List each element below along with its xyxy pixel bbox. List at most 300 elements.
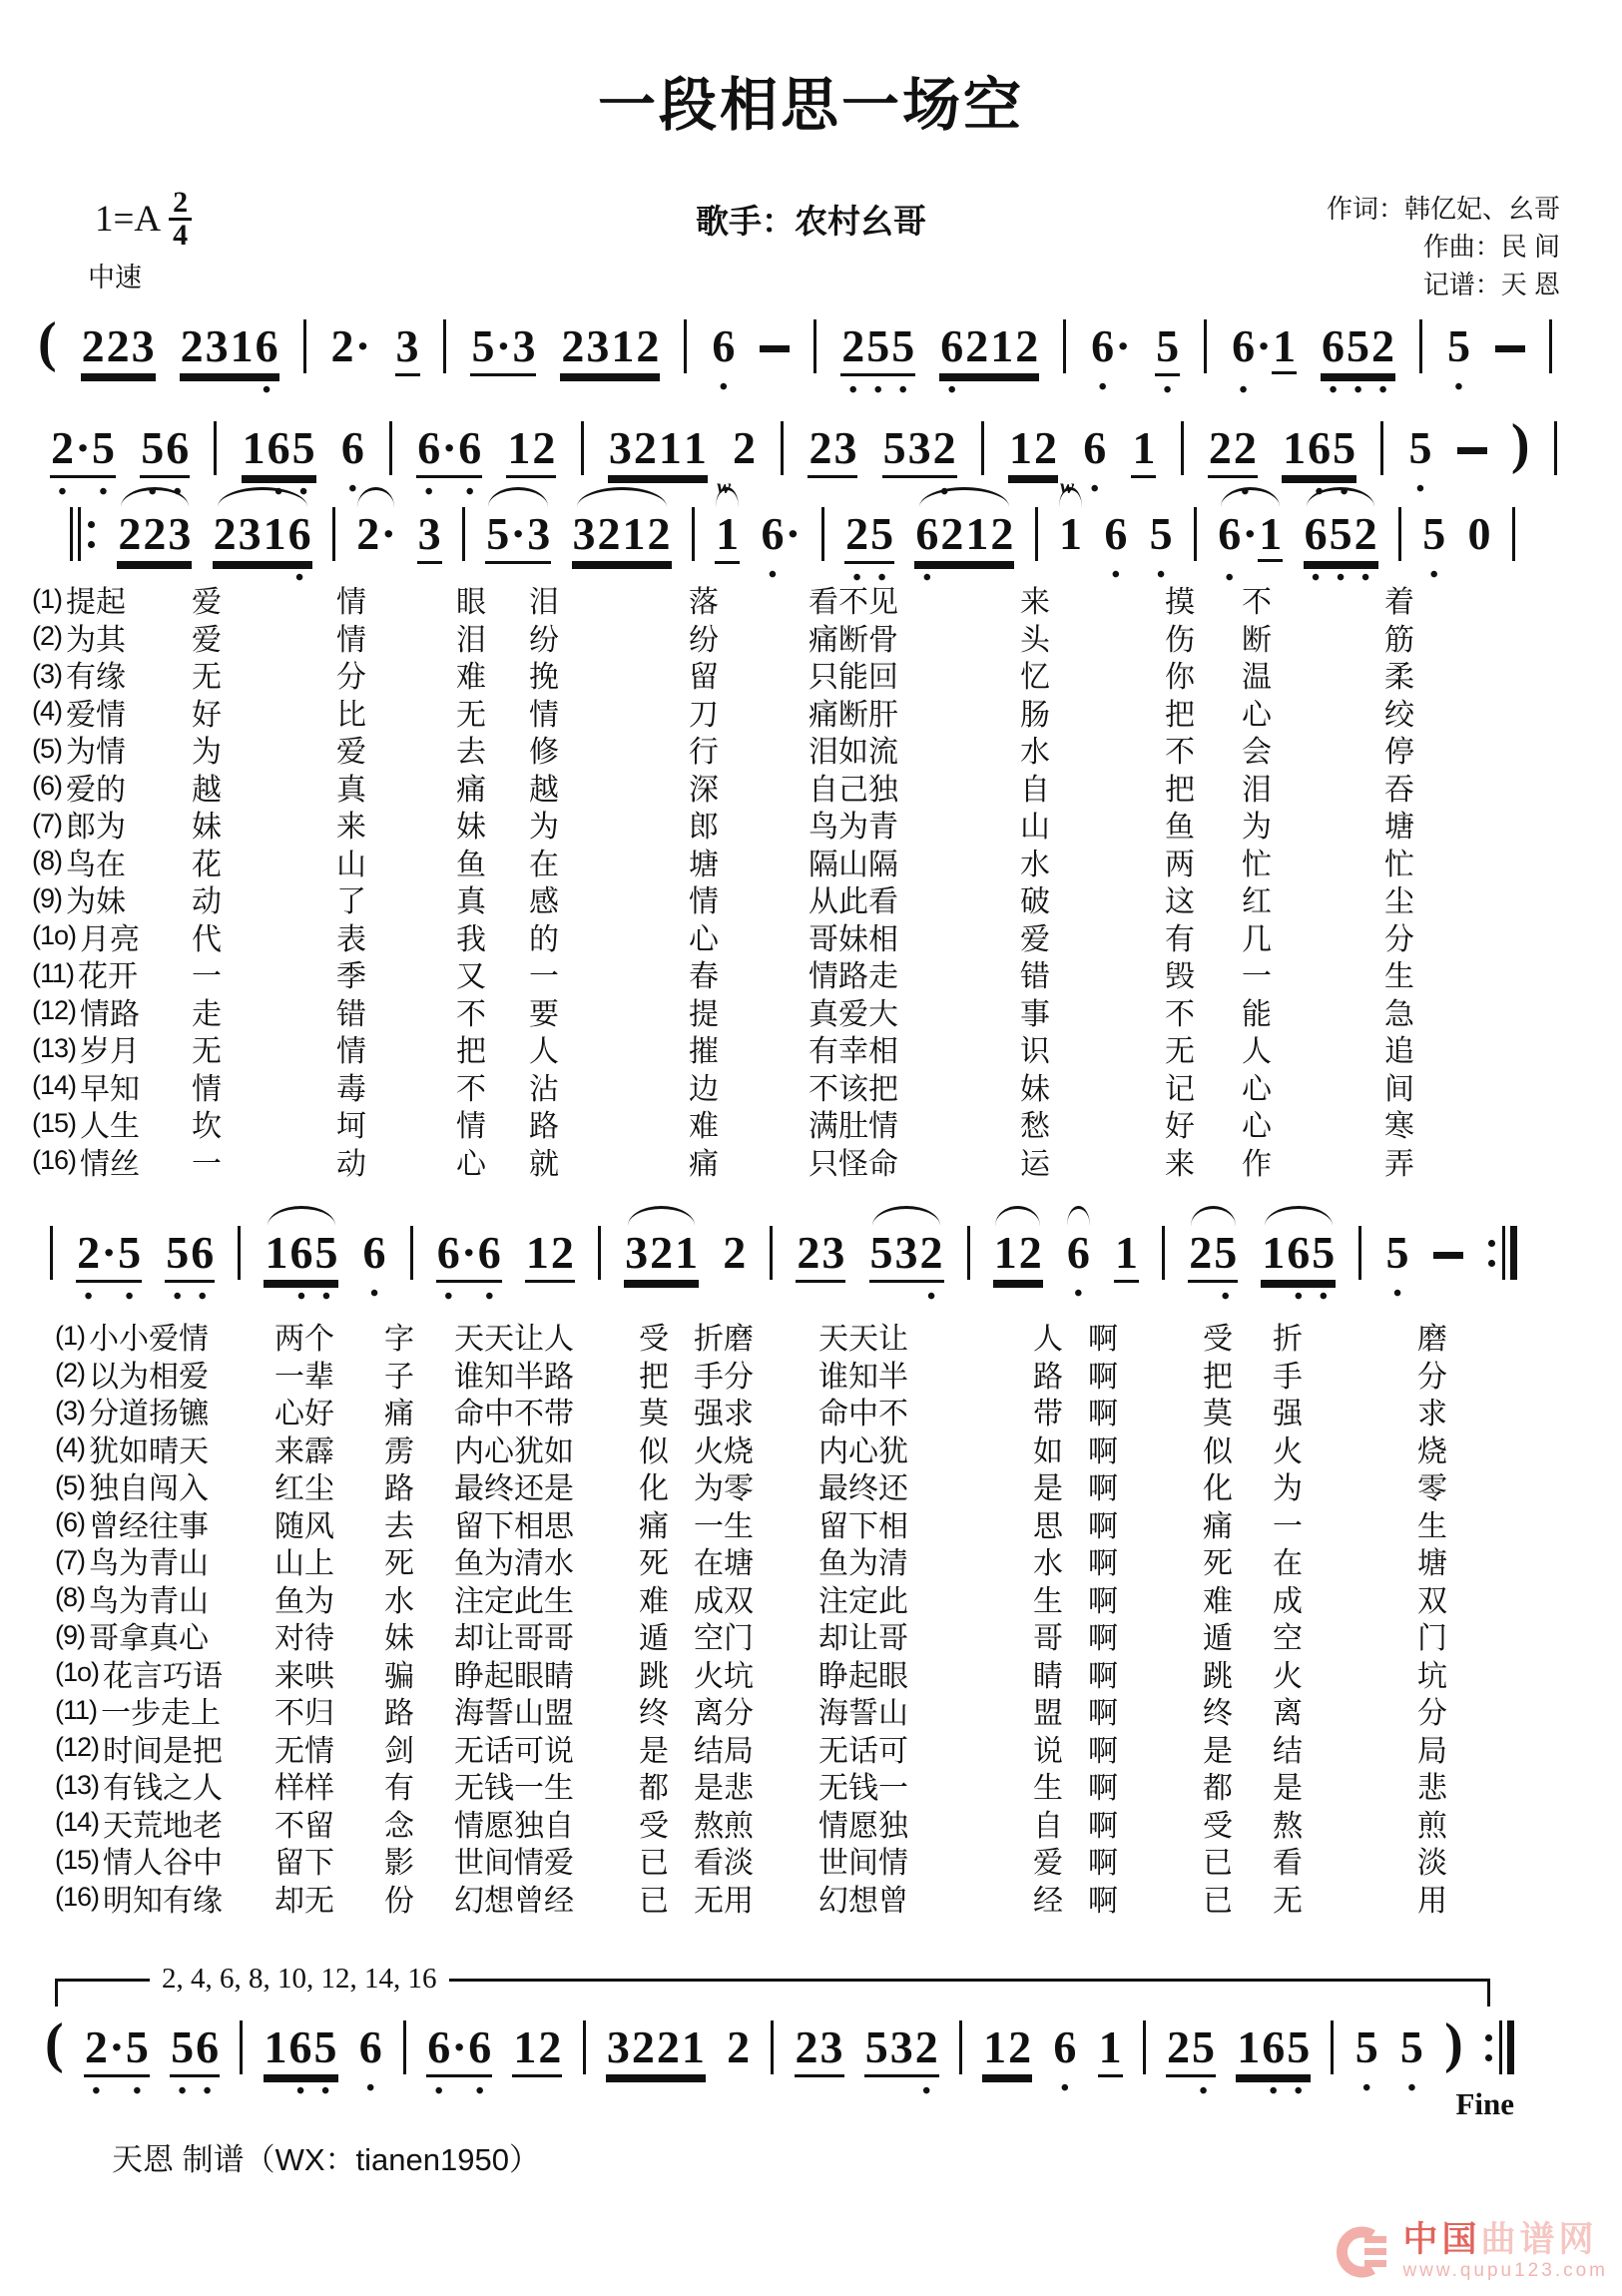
note-group <box>264 1206 338 1313</box>
lyrics-block-1 <box>32 577 1622 1181</box>
lyric-cell: 受 <box>639 1809 669 1843</box>
octave-dots <box>726 2074 751 2104</box>
lyric-cell: 事 <box>1020 997 1050 1031</box>
paren-mark: ( <box>38 311 57 373</box>
lyric-cell: 深 <box>689 773 719 807</box>
lyric-cell: 能 <box>1242 997 1272 1031</box>
note-group <box>1098 2001 1123 2107</box>
lyric-cell: 无 <box>192 661 222 694</box>
barline <box>1554 421 1557 475</box>
lyric-cell: 塘 <box>1384 811 1414 844</box>
octave-dots <box>982 2077 1032 2107</box>
lyric-cell: (1) 提起 <box>32 583 126 619</box>
repeat-end-barline <box>1486 1226 1517 1280</box>
lyric-cell: 谁知半路 <box>454 1360 574 1394</box>
lyric-cell: 急 <box>1384 997 1414 1031</box>
lyric-cell: 停 <box>1384 736 1414 769</box>
lyric-row <box>32 690 1622 732</box>
lyric-row <box>32 802 1622 844</box>
note-digits: 2 <box>723 1227 747 1278</box>
song-title: 一段相思一场空 <box>597 73 1024 138</box>
lyricist-credit: 作词：韩亿妃、幺哥 <box>1326 194 1560 224</box>
verse-number: (1) <box>55 1320 85 1351</box>
note-group <box>1321 299 1395 406</box>
lyric-cell: 局 <box>1417 1734 1447 1768</box>
lyric-cell: 满肚情 <box>809 1110 898 1143</box>
lyric-cell: 表 <box>336 922 366 956</box>
verse-number: (9) <box>55 1619 85 1650</box>
lyric-cell: 啊 <box>1088 1847 1118 1880</box>
lyric-cell: 水 <box>1020 736 1050 769</box>
lyric-cell: 门 <box>1417 1622 1447 1655</box>
note-digits: 1 6 5 <box>264 2022 338 2077</box>
lyric-cell: 有 <box>1165 922 1195 956</box>
lyric-cell: 烧 <box>1417 1435 1447 1468</box>
lyric-cell: 命中不带 <box>454 1398 574 1431</box>
note-group <box>722 1206 747 1310</box>
lyric-cell: 手分 <box>694 1360 754 1394</box>
note-digits: 6 · <box>1091 320 1131 371</box>
lyric-cell: 用 <box>1417 1884 1447 1918</box>
lyric-cell: (2) 为其 <box>32 621 126 657</box>
barline <box>1419 319 1422 373</box>
lyric-cell: 情 <box>456 1110 486 1143</box>
lyric-cell: 愁 <box>1020 1110 1050 1143</box>
lyric-cell: 无 <box>456 698 486 732</box>
lyric-cell: 无情 <box>274 1734 334 1768</box>
lyric-cell: 心 <box>1242 1110 1272 1143</box>
lyric-cell: 雳 <box>384 1435 414 1468</box>
note-digits: 5 6 <box>140 423 190 478</box>
lyric-cell: 不归 <box>274 1697 334 1730</box>
lyric-cell: 啊 <box>1088 1772 1118 1805</box>
note-digits: 2 2 3 <box>81 321 156 376</box>
fine-marking: Fine <box>1455 2086 1514 2121</box>
lyric-cell: 伤 <box>1165 623 1195 657</box>
lyric-cell: 是悲 <box>694 1772 754 1805</box>
barline <box>1512 507 1515 561</box>
lyric-cell: 熬 <box>1273 1809 1303 1843</box>
lyric-cell: 痛 <box>639 1509 669 1543</box>
barline <box>1181 421 1184 475</box>
note-digits: 5 <box>1149 508 1173 559</box>
note-digits: 5 <box>1446 320 1470 371</box>
verse-number: (14) <box>32 1070 77 1100</box>
watermark-text <box>1402 2222 1608 2282</box>
lyric-cell: 纷 <box>689 623 719 657</box>
lyric-cell: 啊 <box>1088 1659 1118 1693</box>
lyric-row <box>32 577 1622 619</box>
verse-number: (4) <box>32 696 62 726</box>
lyric-cell: 啊 <box>1088 1435 1118 1468</box>
lyric-cell: 路 <box>529 1110 559 1143</box>
lyric-cell: 春 <box>689 960 719 993</box>
verse-number: (2) <box>55 1358 85 1388</box>
lyric-cell: (16) 情丝 <box>32 1145 141 1181</box>
note-digits: 6 <box>1053 2021 1077 2072</box>
barline <box>821 507 824 561</box>
lyric-cell: 留 <box>689 661 719 694</box>
lyric-cell: 啊 <box>1088 1584 1118 1618</box>
lyric-cell: 成双 <box>694 1584 754 1618</box>
lyric-cell: 头 <box>1020 623 1050 657</box>
verse-number: (4) <box>55 1433 85 1462</box>
note-group <box>982 2001 1032 2107</box>
lyric-cell: 啊 <box>1088 1884 1118 1918</box>
lyric-cell: 痛断肝 <box>809 698 898 732</box>
lyric-cell: 无 <box>1165 1035 1195 1068</box>
octave-dots: • <box>1199 2078 1208 2104</box>
lyric-cell: 随风 <box>274 1509 334 1543</box>
lyric-cell: 塘 <box>1417 1547 1447 1580</box>
octave-dots: • <box>1239 377 1248 403</box>
lyric-cell: 影 <box>384 1847 414 1880</box>
slur-arc <box>919 487 1009 507</box>
lyric-cell: 莫 <box>639 1398 669 1431</box>
octave-dots: • • <box>178 2078 212 2104</box>
lyric-cell: 去 <box>456 736 486 769</box>
lyric-cell: 在塘 <box>694 1547 754 1580</box>
verse-number: (6) <box>55 1507 85 1537</box>
note-digits: 2 5 5 <box>840 321 915 376</box>
note-digits: 1 <box>1131 423 1156 478</box>
lyric-row <box>32 1139 1622 1181</box>
lyric-cell: (1) 小小爱情 <box>55 1320 209 1356</box>
lyric-cell: 真爱大 <box>809 997 898 1031</box>
notator-credit: 记谱：天 恩 <box>1422 270 1560 299</box>
lyric-cell: (5) 为情 <box>32 733 126 769</box>
lyric-cell: 分 <box>1384 922 1414 956</box>
lyric-row <box>55 1763 1622 1805</box>
note-group <box>358 2001 383 2104</box>
note-group <box>165 1206 215 1313</box>
lyric-cell: 山上 <box>274 1547 334 1580</box>
lyric-cell: 了 <box>336 885 366 918</box>
note-group <box>264 2001 338 2107</box>
lyric-cell: 生 <box>1417 1509 1447 1543</box>
lyric-cell: 你 <box>1165 661 1195 694</box>
lyric-cell: 修 <box>529 736 559 769</box>
note-digits: 6 · 6 <box>416 423 482 478</box>
lyric-cell: (15) 情人谷中 <box>55 1844 224 1880</box>
lyric-cell: 情 <box>336 623 366 657</box>
lyric-cell: 爱 <box>192 623 222 657</box>
lyric-cell: 妹 <box>384 1622 414 1655</box>
watermark-brand-part1: 中国 <box>1402 2220 1481 2259</box>
note-group <box>355 487 396 591</box>
lyric-cell: 鱼 <box>456 848 486 881</box>
lyric-cell: 却让哥 <box>818 1622 908 1655</box>
lyric-cell: 天天让人 <box>454 1323 574 1356</box>
octave-dots: • <box>939 479 949 505</box>
barline <box>1143 2020 1146 2074</box>
lyric-cell: 心好 <box>274 1398 334 1431</box>
lyric-cell: 痛 <box>384 1398 414 1431</box>
lyric-cell: 都 <box>639 1772 669 1805</box>
watermark-brand-part2: 曲谱网 <box>1480 2220 1598 2259</box>
lyric-cell: 火坑 <box>694 1659 754 1693</box>
lyric-cell: 把 <box>1203 1360 1233 1394</box>
octave-dots: • • • <box>1329 377 1387 403</box>
lyric-cell: 啊 <box>1088 1809 1118 1843</box>
lyric-cell: 来霹 <box>274 1435 334 1468</box>
lyric-row <box>55 1838 1622 1880</box>
lyric-cell: 跳 <box>1203 1659 1233 1693</box>
note-digits: 2 · <box>356 508 396 559</box>
note-digits: 2 · <box>330 320 371 371</box>
barline <box>1331 2020 1334 2074</box>
lyric-cell: 作 <box>1242 1147 1272 1181</box>
barline <box>959 2020 962 2074</box>
music-line-ending <box>45 2001 1514 2107</box>
octave-dots: • • • <box>1311 565 1370 591</box>
slur-arc <box>1067 1206 1090 1226</box>
verse-number: (11) <box>55 1694 98 1725</box>
lyric-cell: 离 <box>1273 1697 1303 1730</box>
note-digits: 6 <box>340 422 364 473</box>
singer-line: 歌手：农村幺哥 <box>696 203 926 240</box>
note-group <box>1231 299 1297 406</box>
lyric-cell: 间 <box>1384 1072 1414 1106</box>
octave-dots: • <box>294 565 304 591</box>
lyric-cell: (9) 为妹 <box>32 882 126 918</box>
lyric-cell: 红 <box>1242 885 1272 918</box>
note-digits: 6 <box>1066 1227 1090 1278</box>
lyric-cell: 真 <box>456 885 486 918</box>
lyric-cell: 却让哥哥 <box>454 1622 574 1655</box>
lyric-cell: (1o) 月亮 <box>32 920 141 956</box>
slur-arc <box>268 1206 335 1226</box>
note-digits: 1 6 5 <box>1282 423 1356 478</box>
lyric-cell: 为 <box>529 811 559 844</box>
lyric-cell: (11) 花开 <box>32 957 139 993</box>
note-group <box>993 1206 1043 1313</box>
lyric-cell: 无 <box>192 1035 222 1068</box>
lyric-cell: 睁起眼 <box>818 1659 908 1693</box>
lyric-cell: 一 <box>1273 1509 1303 1543</box>
lyric-row <box>55 1501 1622 1543</box>
lyric-cell: 爱 <box>1033 1847 1063 1880</box>
lyric-cell: (2) 以为相爱 <box>55 1358 209 1394</box>
lyric-cell: 结 <box>1273 1734 1303 1768</box>
lyric-cell: 一辈 <box>274 1360 334 1394</box>
note-digits: 5 <box>1155 321 1180 376</box>
lyric-cell: 动 <box>336 1147 366 1181</box>
lyric-cell: 看淡 <box>694 1847 754 1880</box>
lyric-cell: 是 <box>1203 1734 1233 1768</box>
lyric-cell: (6) 爱的 <box>32 771 126 807</box>
lyric-cell: 已 <box>639 1884 669 1918</box>
note-group <box>624 1206 699 1313</box>
lyric-cell: 分 <box>336 661 366 694</box>
octave-dots: • • <box>84 1284 134 1310</box>
mordent-mark: w <box>717 474 732 498</box>
lyric-cell: 已 <box>1203 1847 1233 1880</box>
verse-number: (3) <box>32 658 62 689</box>
octave-dots: • <box>922 565 932 591</box>
octave-dots: • <box>1429 562 1438 588</box>
lyric-cell: 一 <box>192 1147 222 1181</box>
dash-note <box>760 345 790 352</box>
lyric-cell: 爱 <box>1020 922 1050 956</box>
lyric-cell: 鸟为青 <box>809 811 898 844</box>
lyric-cell: 比 <box>336 698 366 732</box>
lyric-cell: 来 <box>1165 1147 1195 1181</box>
lyric-cell: 两个 <box>274 1323 334 1356</box>
barline <box>1358 1226 1361 1280</box>
note-digits: 5 <box>1408 422 1432 473</box>
lyric-cell: 泪如流 <box>809 736 898 769</box>
lyric-cell: 情愿独自 <box>454 1809 574 1843</box>
octave-dots: • <box>1163 377 1172 403</box>
barline <box>403 2020 406 2074</box>
octave-dots <box>795 2077 844 2107</box>
lyric-cell: 情 <box>192 1072 222 1106</box>
lyric-cell: 妹 <box>456 811 486 844</box>
verse-number: (1) <box>32 583 62 614</box>
lyric-cell: 成 <box>1273 1584 1303 1618</box>
octave-dots <box>512 2077 562 2107</box>
slur-arc <box>121 487 189 507</box>
lyric-cell: 泪 <box>1242 773 1272 807</box>
lyric-cell: 熬煎 <box>694 1809 754 1843</box>
lyric-cell: 真 <box>336 773 366 807</box>
octave-dots: • <box>1074 1281 1083 1307</box>
note-group <box>1261 1206 1336 1313</box>
lyric-cell: 一 <box>192 960 222 993</box>
lyric-cell: 路 <box>384 1697 414 1730</box>
lyric-cell: 塘 <box>689 848 719 881</box>
time-signature-numerator: 2 <box>169 188 192 221</box>
note-group <box>795 2001 844 2107</box>
lyric-cell: 看不见 <box>809 586 898 619</box>
barline <box>813 319 816 373</box>
lyric-cell: 似 <box>639 1435 669 1468</box>
note-digits: 1 <box>1114 1228 1139 1283</box>
note-digits: 1 2 <box>506 423 556 478</box>
barline <box>303 319 306 373</box>
note-digits: 2 3 <box>808 423 857 478</box>
note-digits: 6 <box>362 1227 386 1278</box>
note-group <box>512 2001 562 2107</box>
lyric-cell: (7) 郎为 <box>32 808 126 844</box>
note-group <box>1385 1206 1410 1310</box>
octave-dots: • <box>369 1281 379 1307</box>
slur-arc <box>218 487 307 507</box>
lyric-cell: 无 <box>1273 1884 1303 1918</box>
lyric-cell: 字 <box>384 1323 414 1356</box>
lyric-cell: 情 <box>689 885 719 918</box>
lyric-row <box>55 1688 1622 1730</box>
lyric-cell: 不 <box>456 1072 486 1106</box>
lyric-cell: 毁 <box>1165 960 1195 993</box>
note-digits: 3 2 1 <box>624 1228 699 1283</box>
lyric-cell: 悲 <box>1417 1772 1447 1805</box>
lyric-cell: 是 <box>1033 1472 1063 1505</box>
lyric-cell: 已 <box>1203 1884 1233 1918</box>
lyric-cell: 好 <box>1165 1110 1195 1143</box>
barline <box>1204 319 1207 373</box>
octave-dots: • • <box>434 2078 484 2104</box>
lyric-cell: 把 <box>1165 698 1195 732</box>
lyric-cell: 是 <box>639 1734 669 1768</box>
lyric-cell: 来 <box>336 811 366 844</box>
note-digits: 3 2 1 1 <box>608 423 708 478</box>
lyric-cell: 坎 <box>192 1110 222 1143</box>
lyric-row <box>55 1613 1622 1655</box>
barline <box>1398 507 1401 561</box>
lyric-cell: 去 <box>384 1509 414 1543</box>
note-group <box>180 299 279 406</box>
lyric-cell: 火烧 <box>694 1435 754 1468</box>
note-digits: 3 2 1 2 <box>572 509 672 564</box>
lyric-cell: (1o) 花言巧语 <box>55 1657 224 1693</box>
lyric-cell: 识 <box>1020 1035 1050 1068</box>
lyric-cell: 子 <box>384 1360 414 1394</box>
lyric-cell: 越 <box>192 773 222 807</box>
lyric-cell: 边 <box>689 1072 719 1106</box>
note-digits: 5 <box>1385 1227 1409 1278</box>
note-digits: 2 <box>733 422 757 473</box>
note-digits: 1 2 <box>512 2022 562 2077</box>
lyric-row <box>32 840 1622 881</box>
lyric-cell: 手 <box>1273 1360 1303 1394</box>
lyric-cell: 纷 <box>529 623 559 657</box>
note-digits: 2 3 1 2 <box>560 321 660 376</box>
lyric-cell: 人 <box>1242 1035 1272 1068</box>
lyric-cell: 我 <box>456 922 486 956</box>
lyric-cell: 海誓山盟 <box>454 1697 574 1730</box>
note-digits: 2 2 3 <box>117 509 192 564</box>
verse-number: (6) <box>32 771 62 801</box>
lyric-row <box>32 615 1622 657</box>
lyric-cell: 挽 <box>529 661 559 694</box>
lyric-cell: 骗 <box>384 1659 414 1693</box>
note-digits: 1 <box>1059 508 1082 559</box>
barline <box>771 2020 774 2074</box>
verse-number: (14) <box>55 1807 100 1837</box>
lyric-cell: 忙 <box>1384 848 1414 881</box>
lyric-cell: 谁知半 <box>818 1360 908 1394</box>
lyric-cell: 坑 <box>1417 1659 1447 1693</box>
lyric-cell: 断 <box>1242 623 1272 657</box>
tempo-marking: 中速 <box>88 263 142 292</box>
lyric-cell: 水 <box>1020 848 1050 881</box>
lyric-row <box>55 1463 1622 1505</box>
lyric-cell: 忙 <box>1242 848 1272 881</box>
note-digits: 3 2 2 1 <box>606 2022 706 2077</box>
lyric-cell: 一 <box>1242 960 1272 993</box>
lyric-cell: 生 <box>1384 960 1414 993</box>
note-group <box>726 2001 751 2104</box>
lyric-cell: (14) 早知 <box>32 1070 141 1106</box>
lyric-cell: 折 <box>1273 1323 1303 1356</box>
lyric-cell: 世间情爱 <box>454 1847 574 1880</box>
composer-credit: 作曲：民 间 <box>1422 232 1560 262</box>
lyric-cell: (4) 犹如晴天 <box>55 1433 209 1468</box>
note-group <box>711 299 736 403</box>
verse-number: (5) <box>32 733 62 764</box>
octave-dots <box>624 1283 699 1313</box>
lyric-cell: 不 <box>1165 997 1195 1031</box>
qupu-logo-icon <box>1329 2223 1394 2281</box>
note-digits: 6 <box>712 320 736 371</box>
lyric-cell: 哥 <box>1033 1622 1063 1655</box>
lyric-cell: 感 <box>529 885 559 918</box>
lyric-cell: 不该把 <box>809 1072 898 1106</box>
lyric-cell: 折磨 <box>694 1323 754 1356</box>
lyric-cell: 自 <box>1033 1809 1063 1843</box>
